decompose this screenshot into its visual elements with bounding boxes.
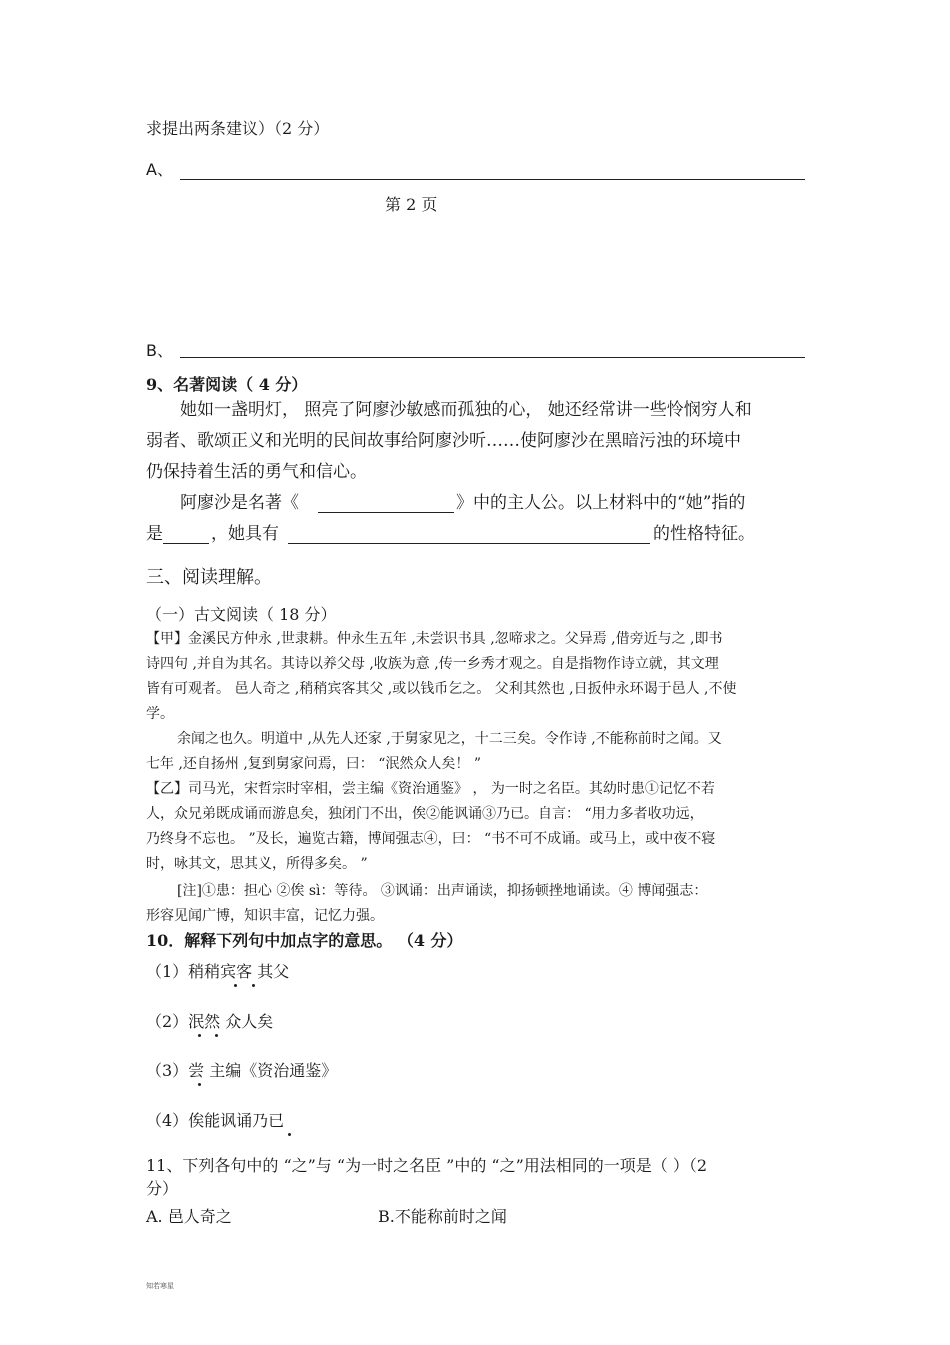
passage-line: 时，咏其文，思其义，所得多矣。 ” xyxy=(146,856,368,872)
emphasis-dot xyxy=(198,1034,201,1037)
q10-item: （2）泯然 众人矣 xyxy=(146,1012,274,1031)
section-title: 三、阅读理解。 xyxy=(146,567,272,588)
q10-item: （3）尝 主编《资治通鉴》 xyxy=(146,1061,338,1080)
q9-question-part: ，她具有 xyxy=(211,524,279,544)
q9-para-line: 仍保持着生活的勇气和信心。 xyxy=(146,462,367,482)
footer-note: 知若寒星 xyxy=(146,1282,174,1290)
passage-line: 皆有可观者。 邑人奇之 ,稍稍宾客其父 ,或以钱币乞之。 父利其然也 ,日扳仲永环谒于邑人 ,不使 xyxy=(146,681,737,697)
q11-title: 11、下列各句中的 “之”与 “为一时之名臣 ”中的 “之”用法相同的一项是（ ）（2 xyxy=(146,1156,708,1175)
q10-title: 10．解释下列句中加点字的意思。 （4 分） xyxy=(146,931,463,950)
q9-title: 9、名著阅读（ 4 分） xyxy=(146,375,308,394)
emphasis-dot xyxy=(252,984,255,987)
passage-line: 学。 xyxy=(146,706,174,722)
emphasis-dot xyxy=(234,984,237,987)
q9-question-part: 的性格特征。 xyxy=(653,524,755,544)
character-trait-blank xyxy=(288,543,650,544)
q9-para-line: 弱者、歌颂正义和光明的民间故事给阿廖沙听……使阿廖沙在黑暗污浊的环境中 xyxy=(146,431,741,451)
instruction-line: 求提出两条建议）（2 分） xyxy=(146,119,330,138)
q9-question-part: 》中的主人公。以上材料中的“她”指的 xyxy=(456,493,746,513)
emphasis-dot xyxy=(215,1034,218,1037)
passage-line: 【乙】司马光，宋哲宗时宰相，尝主编《资治通鉴》 ， 为一时之名臣。其幼时患①记忆不若 xyxy=(146,781,715,797)
emphasis-dot xyxy=(288,1133,291,1136)
q11-option-a: A. 邑人奇之 xyxy=(146,1207,232,1226)
q11-option-b: B.不能称前时之闻 xyxy=(378,1207,507,1226)
answer-b-label: B、 xyxy=(146,341,173,360)
passage-line: 乃终身不忘也。 ”及长，遍览古籍，博闻强志④，曰： “书不可不成诵。或马上，或中夜不寝 xyxy=(146,831,716,847)
she-refers-blank xyxy=(163,543,209,544)
passage-note: 形容见闻广博，知识丰富，记忆力强。 xyxy=(146,908,384,924)
passage-note: [注]①患：担心 ②俟 sì：等待。 ③讽诵：出声诵读，抑扬顿挫地诵读。④ 博闻强志： xyxy=(177,883,708,899)
q10-item: （4）俟能讽诵乃已 xyxy=(146,1111,285,1130)
q11-title-cont: 分） xyxy=(146,1179,179,1198)
subsection-title: （一）古文阅读（ 18 分） xyxy=(146,605,337,624)
passage-line: 诗四句 ,并自为其名。其诗以养父母 ,收族为意 ,传一乡秀才观之。自是指物作诗立就，其文理 xyxy=(146,656,719,672)
page-number: 第 2 页 xyxy=(385,195,438,214)
answer-a-line xyxy=(180,179,805,180)
answer-a-label: A、 xyxy=(146,160,173,179)
q9-para-line: 她如一盏明灯， 照亮了阿廖沙敏感而孤独的心， 她还经常讲一些怜悯穷人和 xyxy=(180,400,752,420)
passage-line: 【甲】金溪民方仲永 ,世隶耕。仲永生五年 ,未尝识书具 ,忽啼求之。父异焉 ,借旁近与之 ,即书 xyxy=(146,631,723,647)
passage-line: 余闻之也久。明道中 ,从先人还家 ,于舅家见之，十二三矣。令作诗 ,不能称前时之闻。又 xyxy=(177,731,722,747)
book-title-blank xyxy=(318,512,454,513)
passage-line: 人，众兄弟既成诵而游息矣，独闭门不出，俟②能讽诵③乃已。自言： “用力多者收功远， xyxy=(146,806,704,822)
q10-item: （1）稍稍宾客 其父 xyxy=(146,962,290,981)
q9-question-part: 阿廖沙是名著《 xyxy=(180,493,299,513)
passage-line: 七年 ,还自扬州 ,复到舅家问焉，曰： “泯然众人矣！ ” xyxy=(146,756,482,772)
emphasis-dot xyxy=(198,1083,201,1086)
answer-b-line xyxy=(180,357,805,358)
q9-question-part: 是 xyxy=(146,524,163,544)
